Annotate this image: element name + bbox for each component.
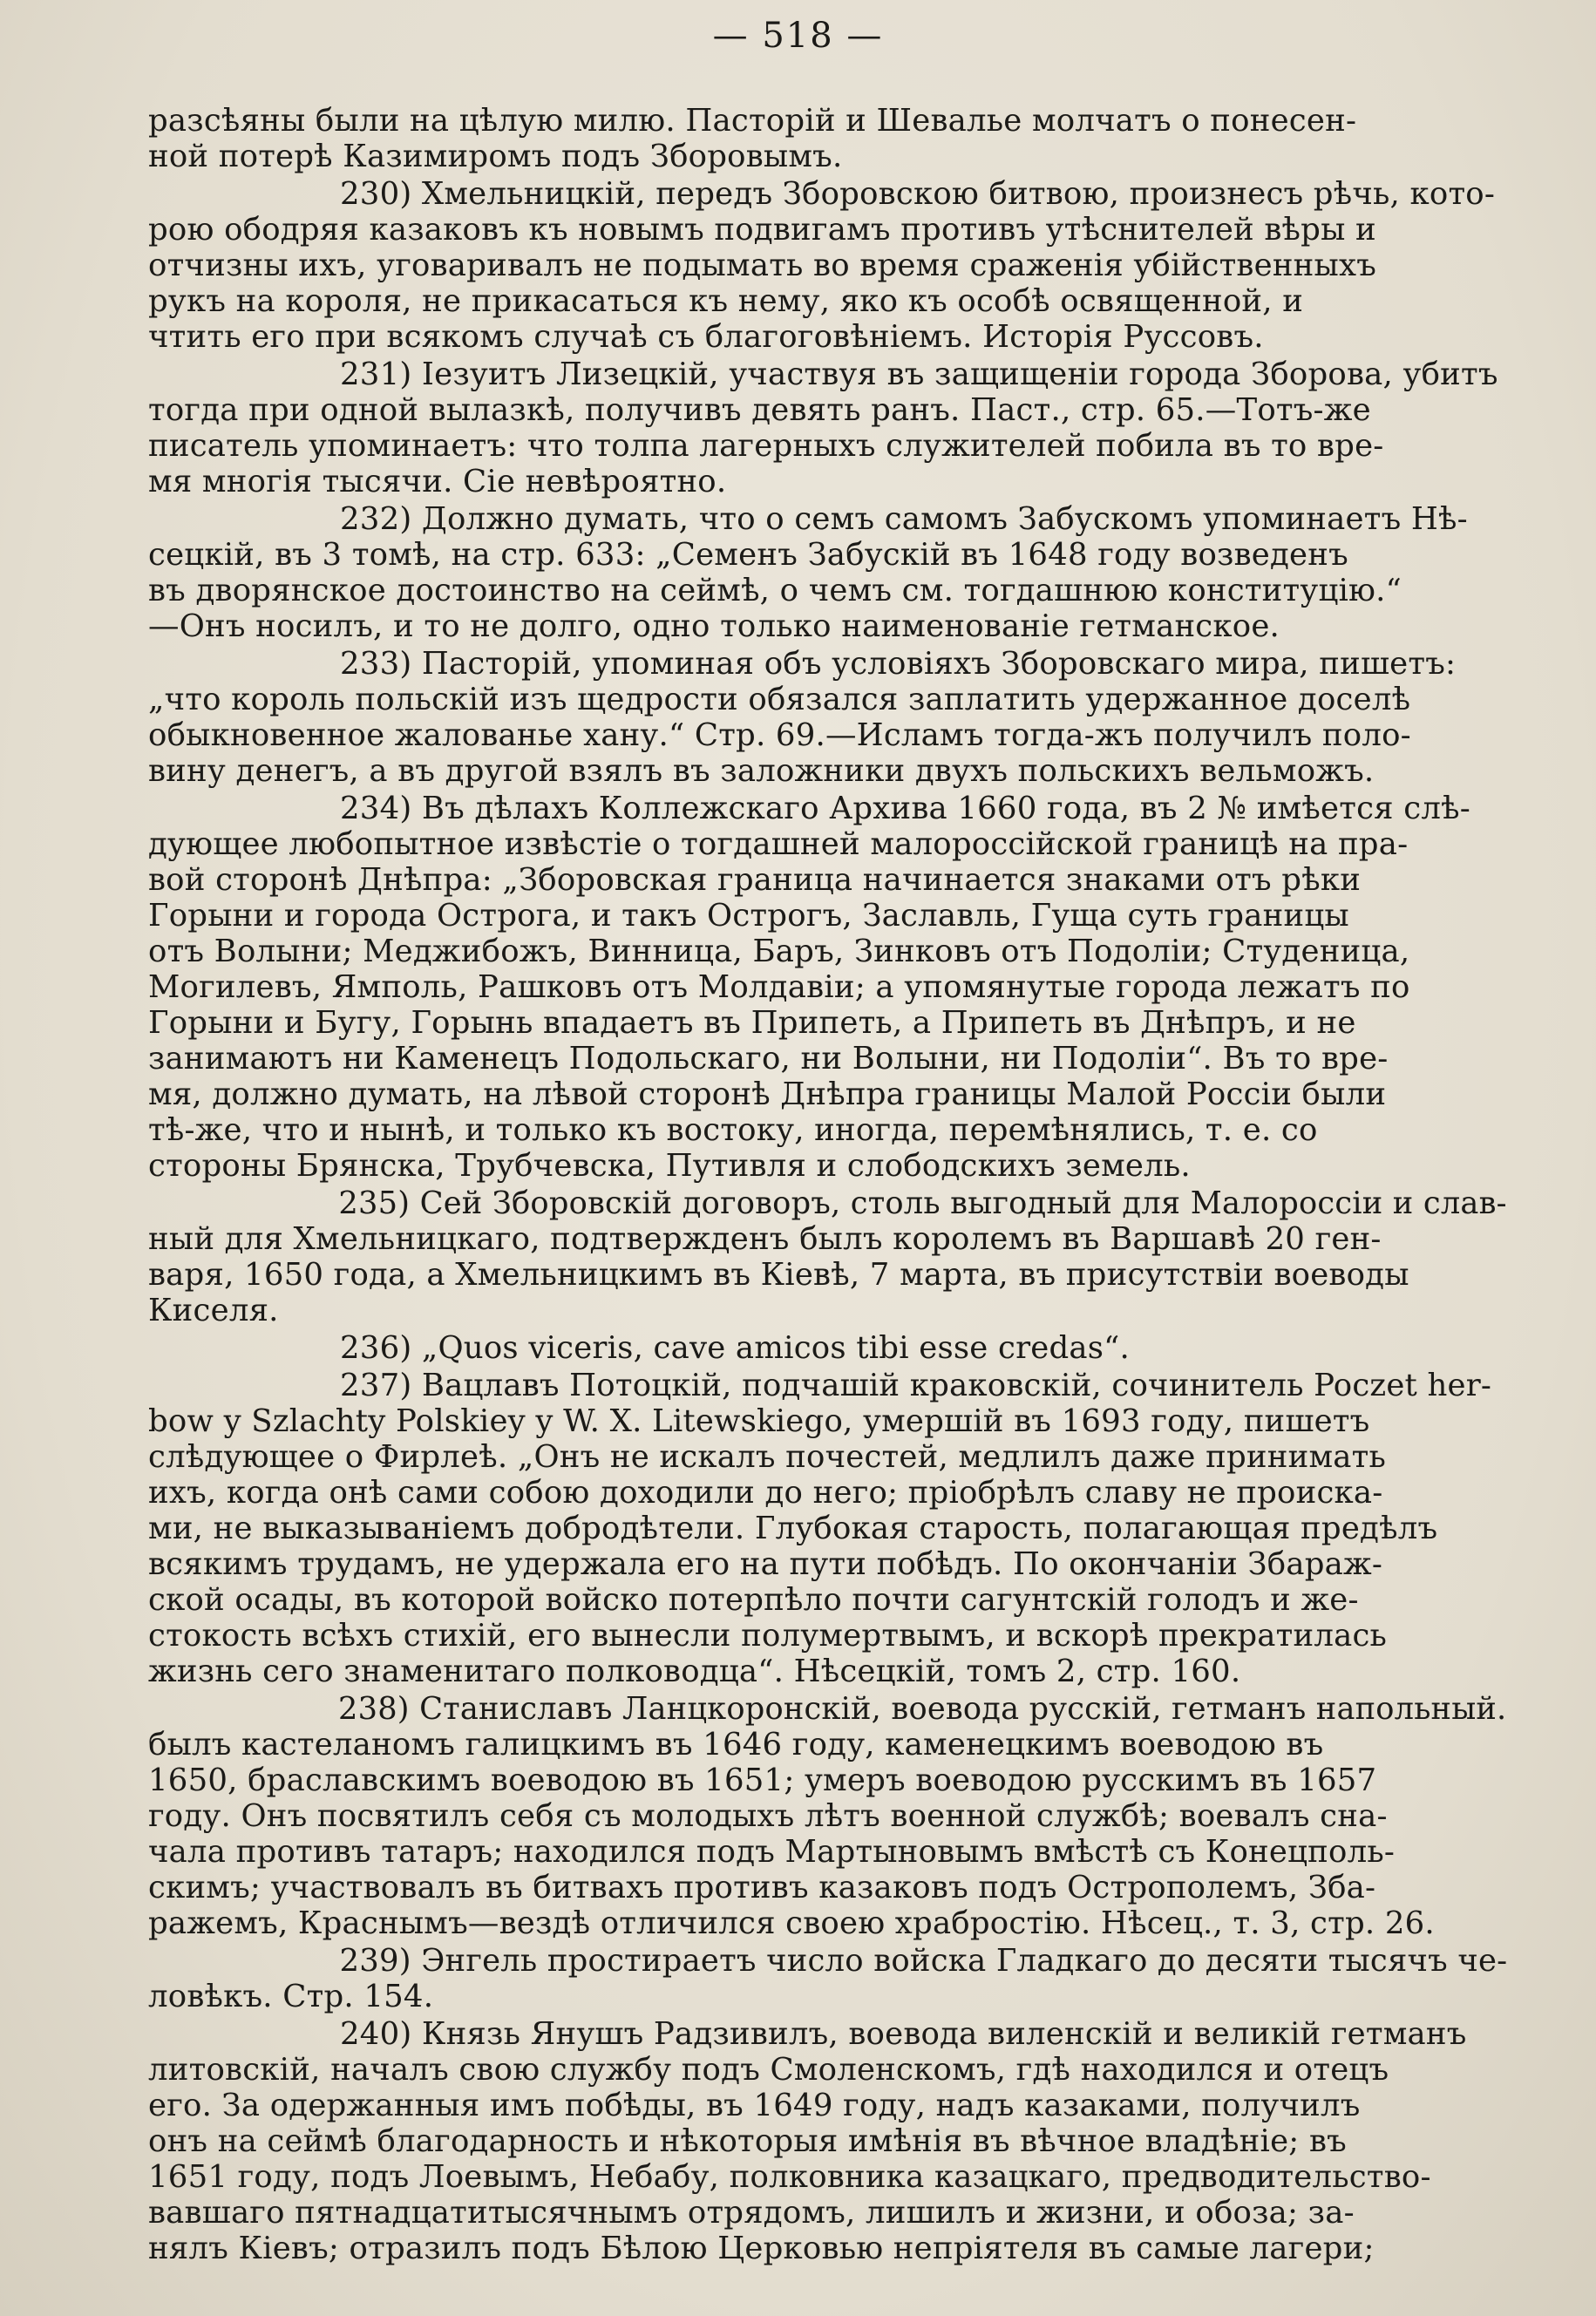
text-line: занимаютъ ни Каменецъ Подольскаго, ни Волыни, ни Подоліи“. Въ то вре- <box>148 1041 1389 1076</box>
text-line: 230) Хмельницкій, передъ Зборовскою битвою, произнесъ рѣчь, кото- <box>340 176 1496 212</box>
note-paragraph-230 <box>148 176 1508 355</box>
note-paragraph-236 <box>148 1330 1508 1366</box>
text-line: 233) Пасторій, упоминая объ условіяхъ Зборовскаго мира, пишетъ: <box>340 646 1457 682</box>
text-line: Киселя. <box>148 1293 279 1328</box>
text-line: жизнь сего знаменитаго полководца“. Нѣсецкій, томъ 2, стр. 160. <box>148 1654 1241 1689</box>
text-line: —Онъ носилъ, и то не долго, одно только наименованіе гетманское. <box>148 608 1280 644</box>
note-paragraph-234 <box>148 791 1508 1184</box>
text-line: отъ Волыни; Меджибожъ, Винница, Баръ, Зинковъ отъ Подоліи; Студеница, <box>148 934 1410 969</box>
page-number: — 518 — <box>712 16 884 56</box>
text-line: всякимъ трудамъ, не удержала его на пути побѣдъ. По окончаніи Збараж- <box>148 1546 1383 1582</box>
text-line: рукъ на короля, не прикасаться къ нему, яко къ особѣ освященной, и <box>148 283 1304 319</box>
text-line: отчизны ихъ, уговаривалъ не подымать во время сраженія убійственныхъ <box>148 248 1377 283</box>
text-line: ловѣкъ. Стр. 154. <box>148 1979 434 2014</box>
text-line: сецкій, въ 3 томѣ, на стр. 633: „Семенъ Забускій въ 1648 году возведенъ <box>148 537 1348 573</box>
note-paragraph-233 <box>148 646 1508 789</box>
text-line: вавшаго пятнадцатитысячнымъ отрядомъ, лишилъ и жизни, и обоза; за- <box>148 2195 1355 2231</box>
text-line: дующее любопытное извѣстіе о тогдашней малороссійской границѣ на пра- <box>148 826 1409 862</box>
text-line: году. Онъ посвятилъ себя съ молодыхъ лѣтъ военной службѣ; воевалъ сна- <box>148 1798 1388 1834</box>
text-line: вину денегъ, а въ другой взялъ въ заложники двухъ польскихъ вельможъ. <box>148 753 1375 789</box>
note-paragraph-237 <box>148 1368 1508 1689</box>
note-paragraph-235 <box>148 1185 1508 1328</box>
text-line: ихъ, когда онѣ сами собою доходили до него; пріобрѣлъ славу не происка- <box>148 1475 1383 1511</box>
text-line: 237) Вацлавъ Потоцкій, подчашій краковскій, сочинитель Poczet her- <box>340 1368 1492 1403</box>
text-line: слѣдующее о Фирлеѣ. „Онъ не искалъ почестей, медлилъ даже принимать <box>148 1439 1387 1475</box>
text-line: литовскій, началъ свою службу подъ Смоленскомъ, гдѣ находился и отецъ <box>148 2052 1389 2088</box>
text-line: ской осады, въ которой войско потерпѣло почти сагунтскій голодъ и же- <box>148 1582 1359 1618</box>
text-line: нялъ Кіевъ; отразилъ подъ Бѣлою Церковью непріятеля въ самые лагери; <box>148 2231 1375 2266</box>
text-line: вой сторонѣ Днѣпра: „Зборовская граница начинается знаками отъ рѣки <box>148 862 1362 898</box>
text-line: 232) Должно думать, что о семъ самомъ Забускомъ упоминаетъ Нѣ- <box>340 501 1468 537</box>
text-line: въ дворянское достоинство на сеймѣ, о чемъ см. тогдашнюю конституцію.“ <box>148 573 1402 608</box>
text-line: bow y Szlachty Polskiey y W. X. Litewskiego, умершій въ 1693 году, пишетъ <box>148 1403 1370 1439</box>
note-paragraph-cont <box>148 103 1508 174</box>
text-line: 231) Іезуитъ Лизецкій, участвуя въ защищеніи города Зборова, убитъ <box>340 357 1498 392</box>
text-line: разсѣяны были на цѣлую милю. Пасторій и Шевалье молчатъ о понесен- <box>148 103 1357 139</box>
note-paragraph-239 <box>148 1943 1508 2014</box>
text-line: чала противъ татаръ; находился подъ Мартыновымъ вмѣстѣ съ Конецполь- <box>148 1834 1396 1870</box>
note-paragraph-231 <box>148 357 1508 499</box>
text-line: рою ободряя казаковъ къ новымъ подвигамъ противъ утѣснителей вѣры и <box>148 212 1376 248</box>
text-line: ный для Хмельницкаго, подтвержденъ былъ королемъ въ Варшавѣ 20 ген- <box>148 1221 1382 1257</box>
text-line: Горыни и города Острога, и такъ Острогъ, Заславль, Гуща суть границы <box>148 898 1349 934</box>
text-line: тѣ-же, что и нынѣ, и только къ востоку, иногда, перемѣнялись, т. е. со <box>148 1112 1318 1148</box>
text-line: „что король польскій изъ щедрости обязался заплатить удержанное доселѣ <box>148 682 1411 717</box>
text-line: ражемъ, Краснымъ—вездѣ отличился своею храбростію. Нѣсец., т. 3, стр. 26. <box>148 1905 1435 1941</box>
text-line: 1651 году, подъ Лоевымъ, Небабу, полковника казацкаго, предводительство- <box>148 2159 1431 2195</box>
text-line: чтить его при всякомъ случаѣ съ благоговѣніемъ. Исторія Руссовъ. <box>148 319 1264 355</box>
note-paragraph-240 <box>148 2016 1508 2266</box>
note-paragraph-232 <box>148 501 1508 644</box>
text-line: тогда при одной вылазкѣ, получивъ девять ранъ. Паст., стр. 65.—Тотъ-же <box>148 392 1371 428</box>
note-paragraph-238 <box>148 1691 1508 1941</box>
text-line: 1650, браславскимъ воеводою въ 1651; умеръ воеводою русскимъ въ 1657 <box>148 1762 1377 1798</box>
text-line: ми, не выказываніемъ добродѣтели. Глубокая старость, полагающая предѣлъ <box>148 1511 1438 1546</box>
text-line: варя, 1650 года, а Хмельницкимъ въ Кіевѣ, 7 марта, въ присутствіи воеводы <box>148 1257 1409 1293</box>
text-line: скимъ; участвовалъ въ битвахъ противъ казаковъ подъ Острополемъ, Зба- <box>148 1870 1376 1905</box>
text-line: Горыни и Бугу, Горынь впадаетъ въ Припеть, а Припеть въ Днѣпръ, и не <box>148 1005 1356 1041</box>
text-line: его. За одержанныя имъ побѣды, въ 1649 году, надъ казаками, получилъ <box>148 2088 1361 2123</box>
text-line: 235) Сей Зборовскій договоръ, столь выгодный для Малороссіи и слав- <box>338 1185 1507 1221</box>
text-line: мя, должно думать, на лѣвой сторонѣ Днѣпра границы Малой Россіи были <box>148 1076 1387 1112</box>
text-line: ной потерѣ Казимиромъ подъ Зборовымъ. <box>148 139 843 174</box>
page-text <box>148 103 1508 2268</box>
text-line: писатель упоминаетъ: что толпа лагерныхъ служителей побила въ то вре- <box>148 428 1384 464</box>
text-line: 240) Князь Янушъ Радзивилъ, воевода виленскій и великій гетманъ <box>340 2016 1467 2052</box>
text-line: 239) Энгель простираетъ число войска Гладкаго до десяти тысячъ че- <box>339 1943 1508 1979</box>
text-line: Могилевъ, Ямполь, Рашковъ отъ Молдавіи; а упомянутые города лежатъ по <box>148 969 1410 1005</box>
text-line: обыкновенное жалованье хану.“ Стр. 69.—Исламъ тогда-жъ получилъ поло- <box>148 717 1411 753</box>
text-line: онъ на сеймѣ благодарность и нѣкоторыя имѣнія въ вѣчное владѣніе; въ <box>148 2123 1347 2159</box>
text-line: мя многія тысячи. Сіе невѣроятно. <box>148 464 727 499</box>
text-line: 236) „Quos viceris, cave amicos tibi esse credas“. <box>340 1330 1130 1366</box>
text-line: 238) Станиславъ Ланцкоронскій, воевода русскій, гетманъ напольный. <box>338 1691 1507 1727</box>
text-line: былъ кастеланомъ галицкимъ въ 1646 году, каменецкимъ воеводою въ <box>148 1727 1324 1762</box>
text-line: 234) Въ дѣлахъ Коллежскаго Архива 1660 года, въ 2 № имѣется слѣ- <box>340 791 1470 826</box>
text-line: стороны Брянска, Трубчевска, Путивля и слободскихъ земель. <box>148 1148 1191 1184</box>
text-line: стокость всѣхъ стихій, его вынесли полумертвымъ, и вскорѣ прекратилась <box>148 1618 1388 1654</box>
